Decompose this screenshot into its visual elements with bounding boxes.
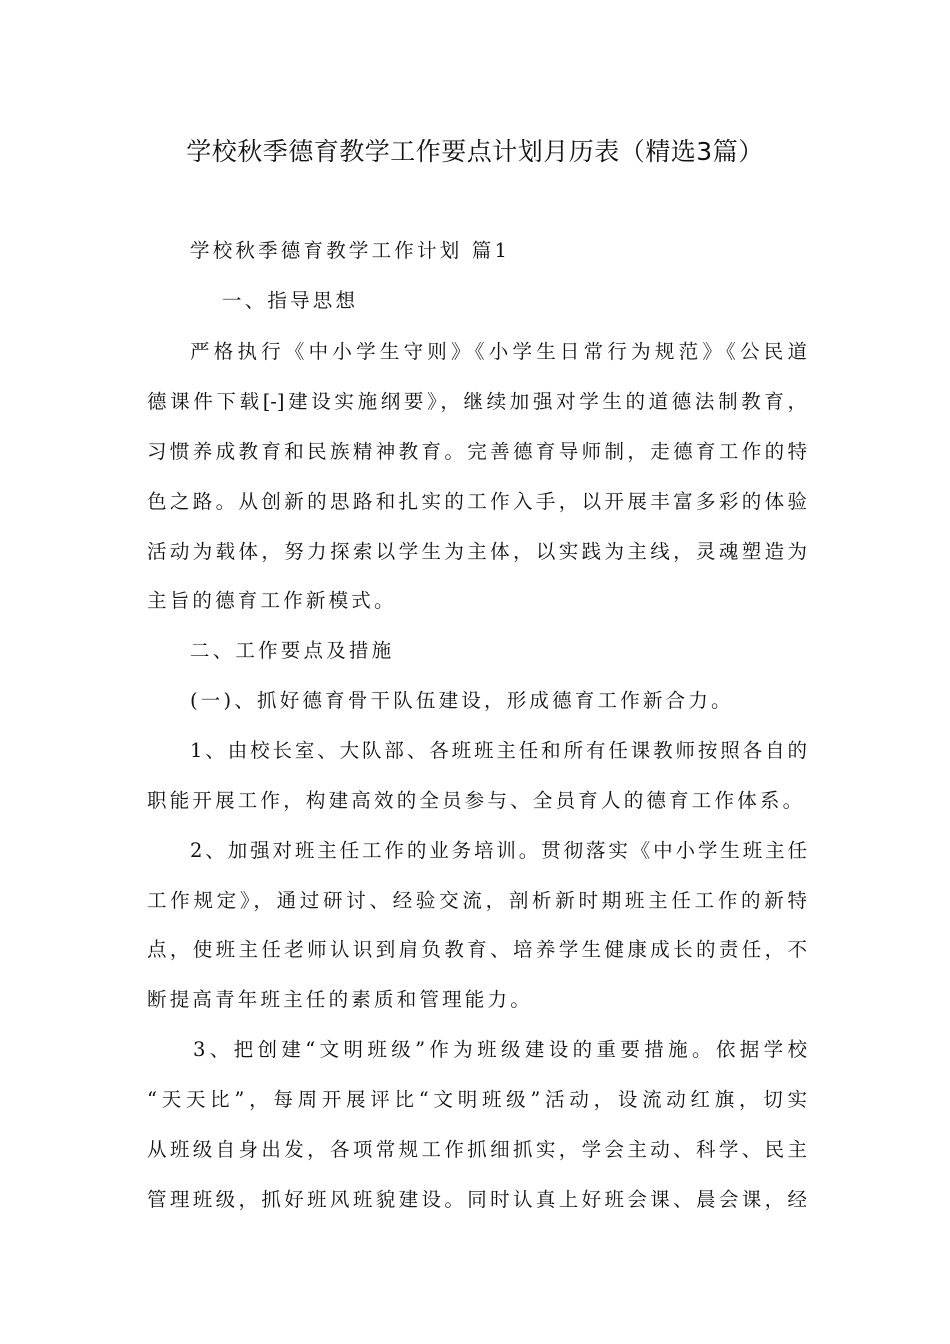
paragraph-line: “天天比”，每周开展评比“文明班级”活动，设流动红旗，切实	[147, 1088, 807, 1111]
paragraph-line: 主旨的德育工作新模式。	[147, 589, 397, 612]
paragraph-line: 3、把创建“文明班级”作为班级建设的重要措施。依据学校	[193, 1038, 807, 1061]
subsection-heading: 一、指导思想	[222, 289, 359, 312]
document-title: 学校秋季德育教学工作要点计划月历表（精选3篇）	[186, 137, 764, 166]
paragraph-line: 工作规定》，通过研讨、经验交流，剖析新时期班主任工作的新特	[147, 889, 807, 912]
paragraph-line: 严格执行《中小学生守则》《小学生日常行为规范》《公民道	[190, 340, 807, 363]
paragraph-line: 色之路。从创新的思路和扎实的工作入手，以开展丰富多彩的体验	[147, 490, 807, 513]
paragraph-line: 习惯养成教育和民族精神教育。完善德育导师制，走德育工作的特	[147, 440, 807, 463]
subsection-heading: 二、工作要点及措施	[190, 639, 395, 662]
section-heading: 学校秋季德育教学工作计划 篇1	[190, 239, 511, 262]
paragraph-line: 断提高青年班主任的素质和管理能力。	[147, 988, 533, 1011]
subsection-heading: (一)、抓好德育骨干队伍建设，形成德育工作新合力。	[190, 689, 734, 712]
paragraph-line: 从班级自身出发，各项常规工作抓细抓实，学会主动、科学、民主	[147, 1138, 807, 1161]
paragraph-line: 活动为载体，努力探索以学生为主体，以实践为主线，灵魂塑造为	[147, 540, 807, 563]
paragraph-line: 职能开展工作，构建高效的全员参与、全员育人的德育工作体系。	[147, 789, 806, 812]
paragraph-line: 德课件下载[-]建设实施纲要》，继续加强对学生的道德法制教育，	[147, 390, 807, 413]
paragraph-line: 点，使班主任老师认识到肩负教育、培养学生健康成长的责任，不	[147, 938, 807, 961]
paragraph-line: 2、加强对班主任工作的业务培训。贯彻落实《中小学生班主任	[190, 839, 807, 862]
paragraph-line: 1、由校长室、大队部、各班班主任和所有任课教师按照各自的	[190, 739, 807, 762]
paragraph-line: 管理班级，抓好班风班貌建设。同时认真上好班会课、晨会课，经	[147, 1188, 807, 1211]
